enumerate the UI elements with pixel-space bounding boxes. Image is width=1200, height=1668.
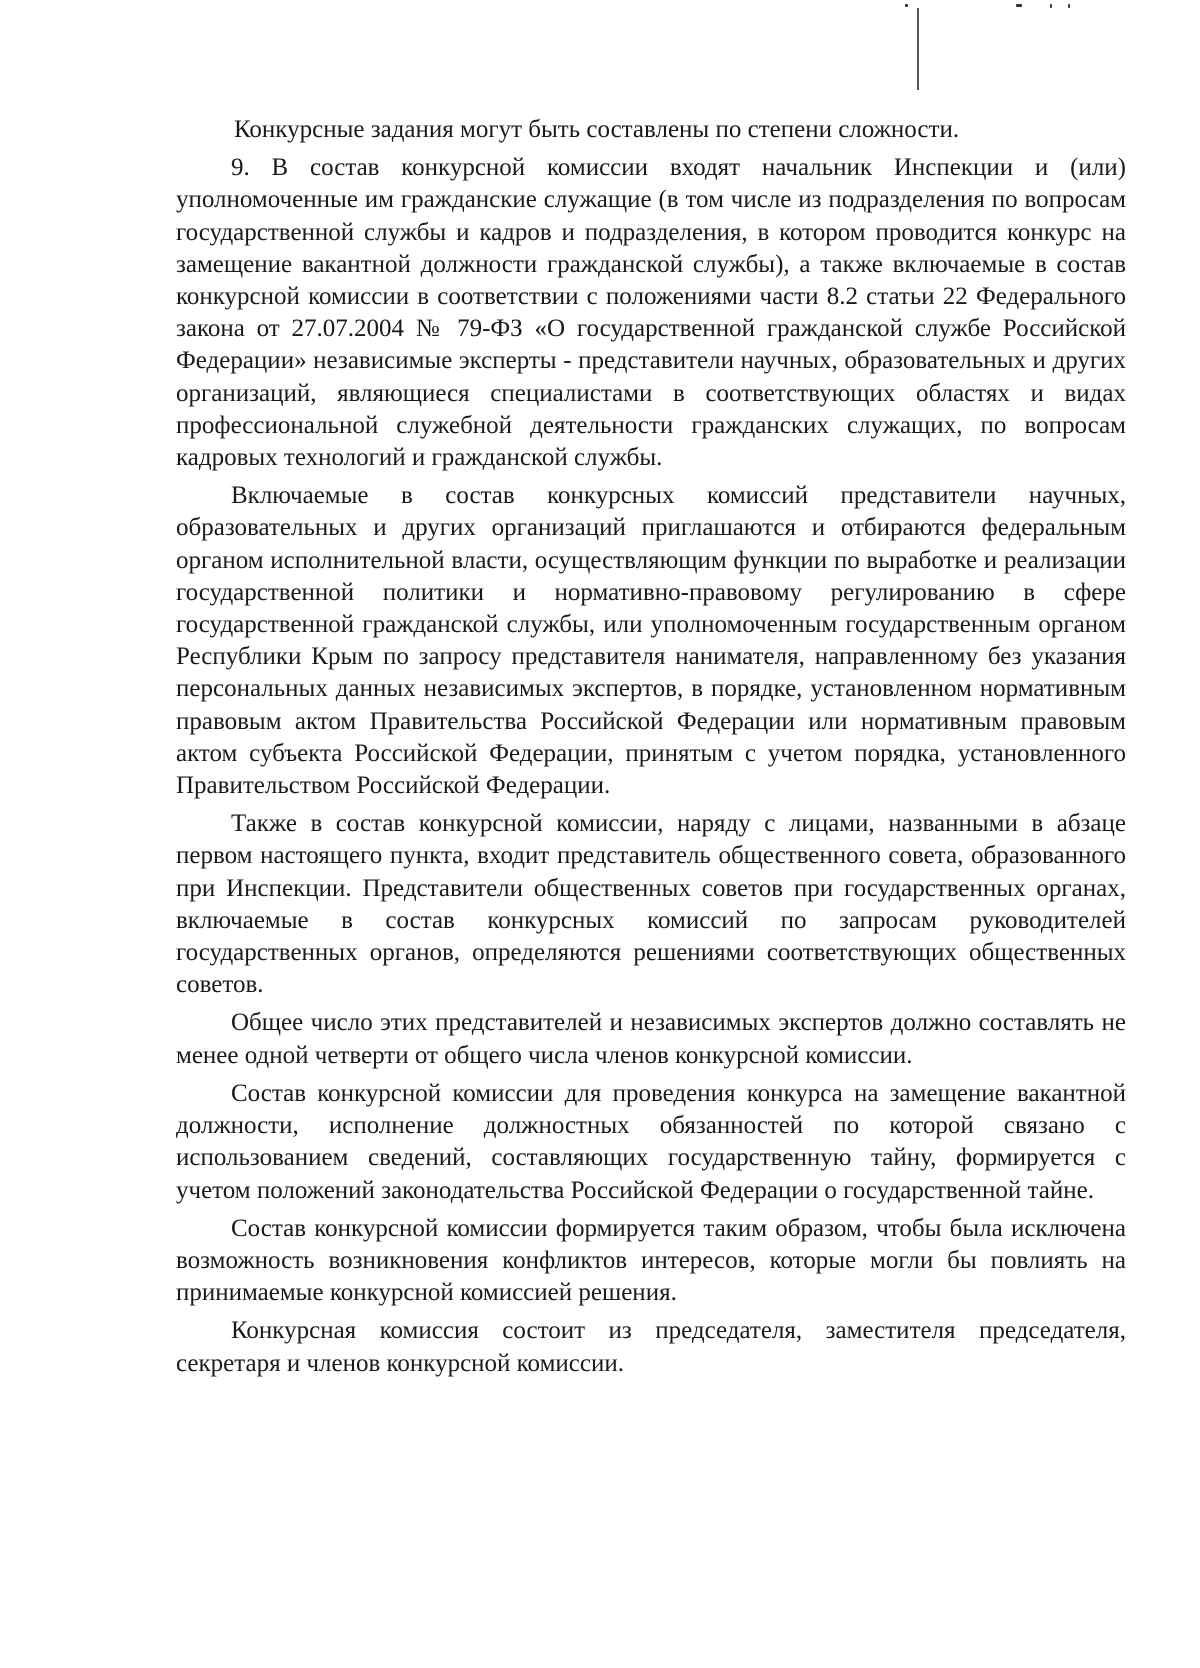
document-body (176, 114, 1126, 1386)
paragraph: Общее число этих представителей и независимых экспертов должно составлять не менее одной четверти от общего числа членов конкурсной комиссии. (176, 1009, 1126, 1069)
scan-artifact-dot (1050, 4, 1052, 8)
scan-artifact-dot (1068, 4, 1070, 8)
paragraph: Конкурсные задания могут быть составлены по степени сложности. (234, 116, 960, 143)
paragraph: Конкурсная комиссия состоит из председателя, заместителя председателя, секретаря и членов конкурсной комиссии. (176, 1317, 1126, 1377)
scan-artifact-dot (905, 4, 908, 7)
paragraph: Включаемые в состав конкурсных комиссий представители научных, образовательных и других организаций приглашаются и отбираются федеральным органом исполнительной власти, осуществляющим функции по выработке и реализации государственной политики и нормативно-правовому регулированию в сфере государственной гражданской службы, или уполномоченным государственным органом Республики Крым по запросу представителя нанимателя, направленному без указания персональных данных независимых экспертов, в порядке, установленном нормативным правовым актом Правительства Российской Федерации или нормативным правовым актом субъекта Российской Федерации, принятым с учетом порядка, установленного Правительством Российской Федерации. (176, 482, 1126, 800)
scan-artifact-line (917, 8, 919, 90)
paragraph: Также в состав конкурсной комиссии, наряду с лицами, названными в абзаце первом настоящего пункта, входит представитель общественного совета, образованного при Инспекции. Представители общественных советов при государственных органах, включаемые в состав конкурсных комиссий по запросам руководителей государственных органов, определяются решениями соответствующих общественных советов. (176, 810, 1126, 999)
paragraph: 9. В состав конкурсной комиссии входят начальник Инспекции и (или) уполномоченные им гражданские служащие (в том числе из подразделения по вопросам государственной службы и кадров и подразделения, в котором проводится конкурс на замещение вакантной должности гражданской службы), а также включаемые в состав конкурсной комиссии в соответствии с положениями части 8.2 статьи 22 Федерального закона от 27.07.2004 № 79-ФЗ «О государственной гражданской службе Российской Федерации» независимые эксперты - представители научных, образовательных и других организаций, являющиеся специалистами в соответствующих областях и видах профессиональной служебной деятельности гражданских служащих, по вопросам кадровых технологий и гражданской службы. (176, 154, 1126, 472)
paragraph: Состав конкурсной комиссии формируется таким образом, чтобы была исключена возможность возникновения конфликтов интересов, которые могли бы повлиять на принимаемые конкурсной комиссией решения. (176, 1214, 1126, 1307)
paragraph: Состав конкурсной комиссии для проведения конкурса на замещение вакантной должности, исполнение должностных обязанностей по которой связано с использованием сведений, составляющих государственную тайну, формируется с учетом положений законодательства Российской Федерации о государственной тайне. (176, 1079, 1126, 1204)
scan-artifact-dot (1016, 4, 1022, 7)
